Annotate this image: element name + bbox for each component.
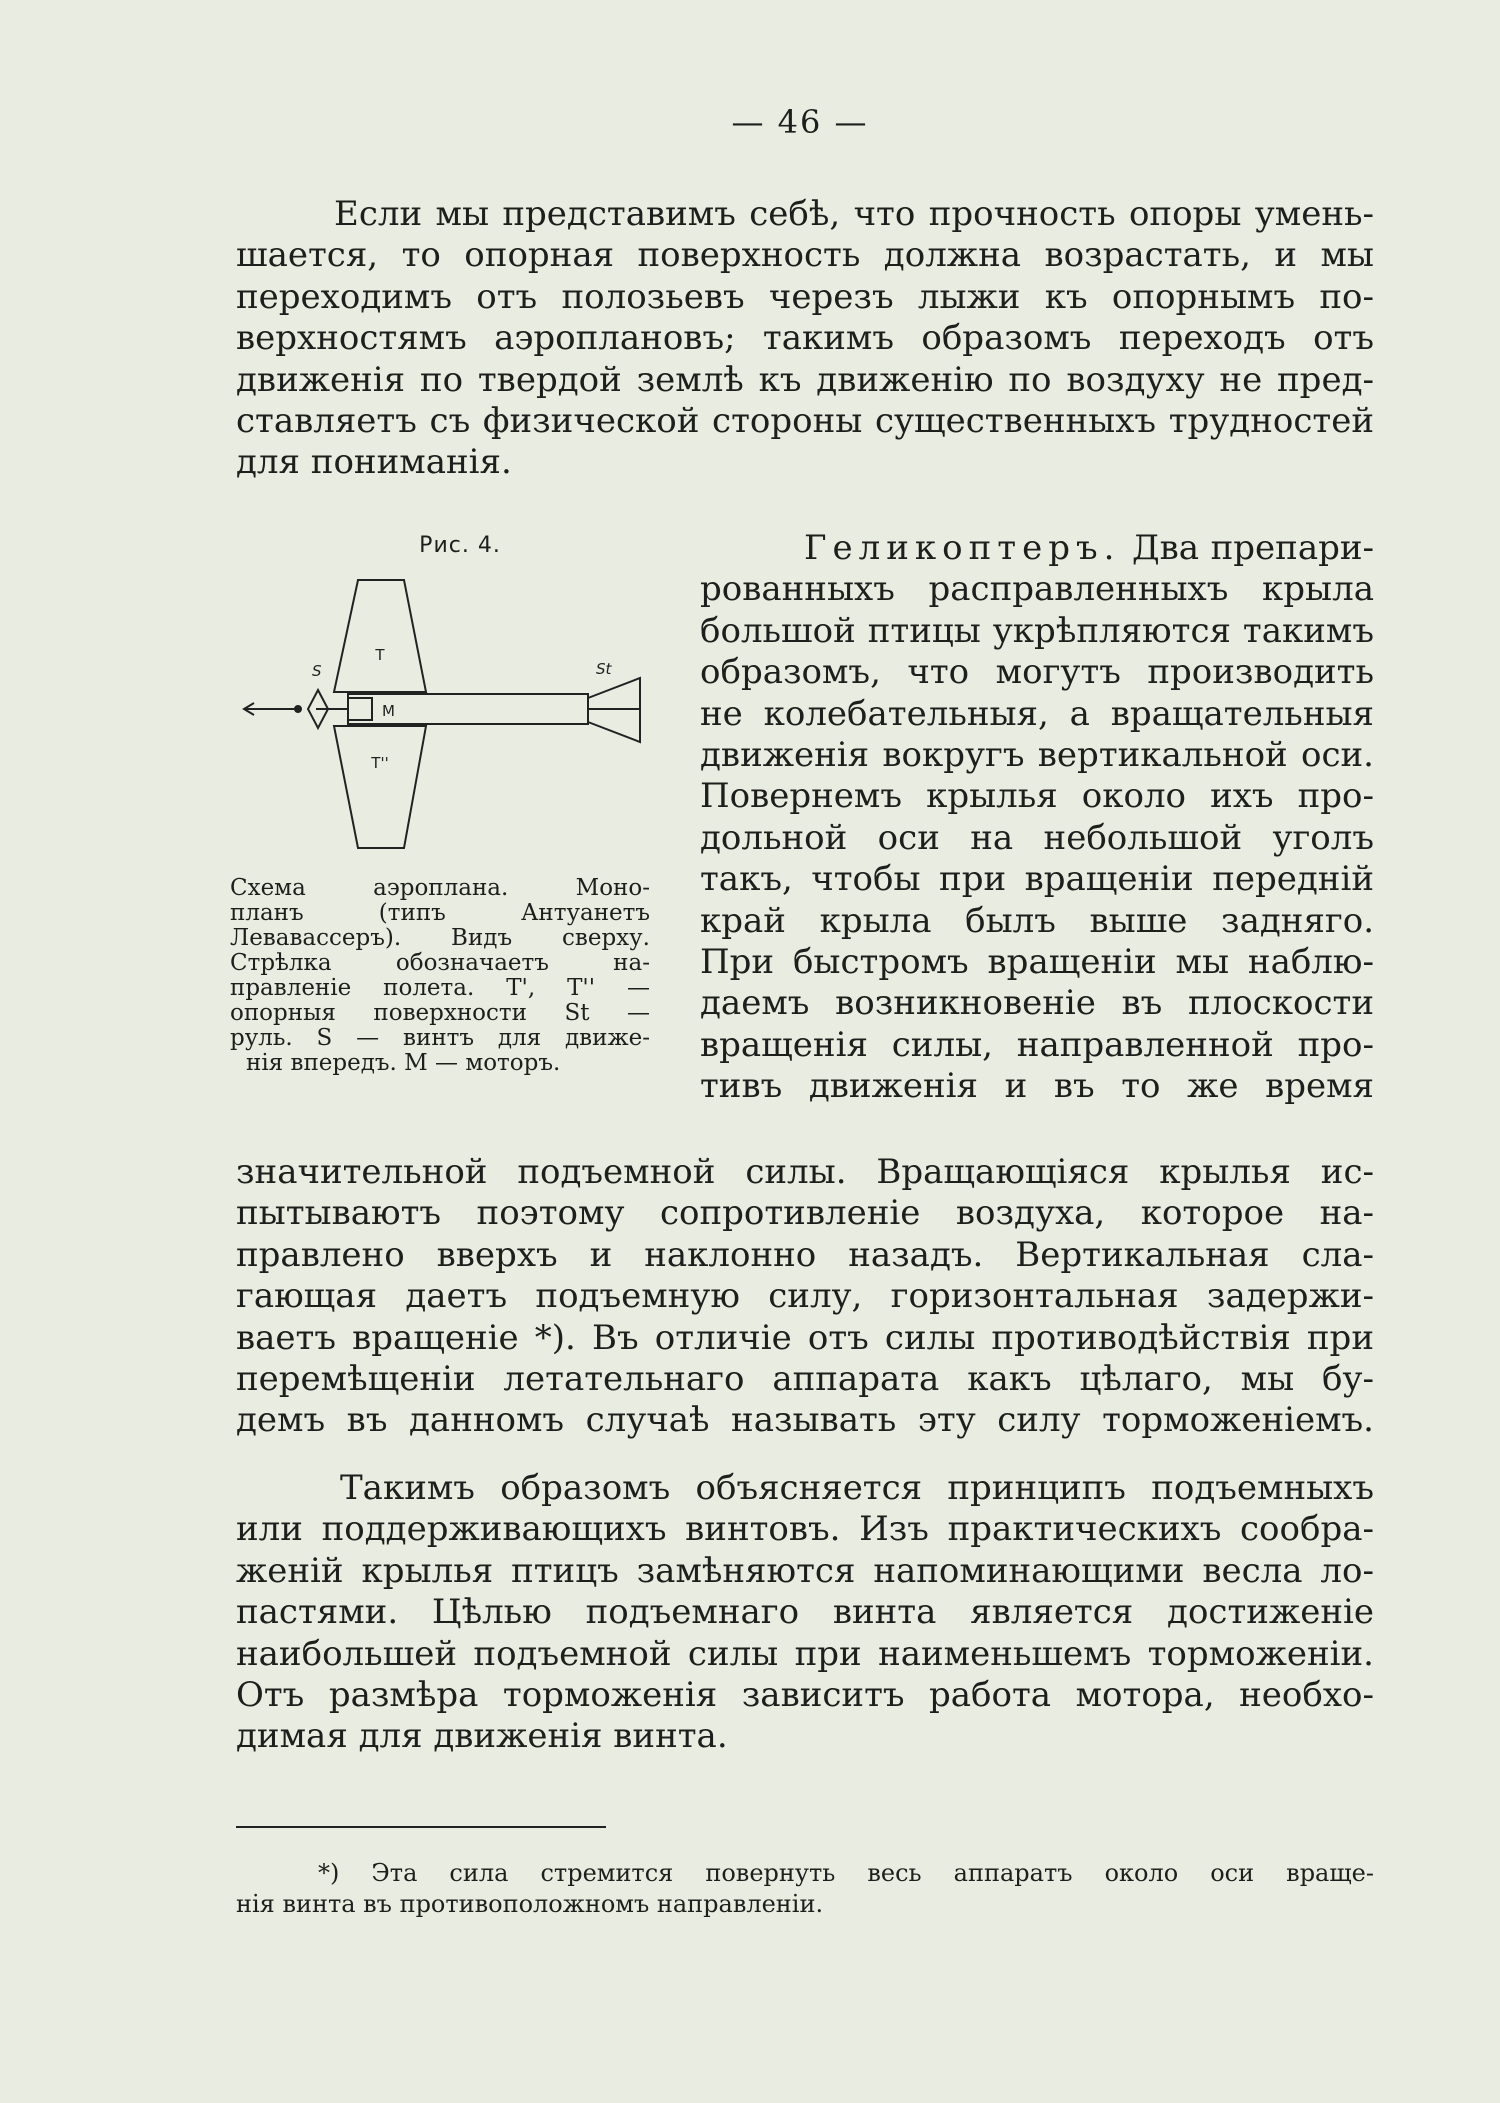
- text-line: Если мы представимъ себѣ, что прочность опоры умень-: [334, 194, 1374, 234]
- wing-mark-upper: T: [375, 646, 385, 664]
- paragraph-1: [236, 194, 1374, 484]
- wing-mark-lower: T'': [371, 754, 389, 772]
- text-line: димая для движенія винта.: [236, 1716, 728, 1757]
- helicopter-term: Геликоптеръ.: [804, 528, 1121, 568]
- motor-box-shape: [348, 698, 372, 720]
- text-line: перемѣщеніи летательнаго аппарата какъ цѣлаго, мы бу-: [236, 1359, 1374, 1400]
- text-line: даемъ возникновеніе въ плоскости: [700, 983, 1374, 1024]
- upper-wing-shape: [334, 580, 426, 692]
- text-line: такъ, чтобы при вращеніи передній: [700, 859, 1374, 900]
- text-line: женій крылья птицъ замѣняются напоминающими весла ло-: [236, 1550, 1374, 1591]
- text-line: не колебательныя, а вращательныя: [700, 693, 1374, 734]
- text-line: образомъ, что могутъ производить: [700, 652, 1374, 693]
- text-line: край крыла былъ выше задняго.: [700, 900, 1374, 941]
- caption-line: правленіе полета. T', T'' —: [230, 975, 650, 1001]
- text-line: наибольшей подъемной силы при наименьшемъ торможеніи.: [236, 1633, 1374, 1674]
- text-line: тивъ движенія и въ то же время: [700, 1066, 1374, 1107]
- text-line: гающая даетъ подъемную силу, горизонтальная задержи-: [236, 1276, 1374, 1317]
- motor-mark: M: [382, 702, 395, 720]
- rudder-mark: St: [596, 660, 612, 678]
- text-line: значительной подъемной силы. Вращающіяся крылья ис-: [236, 1152, 1374, 1192]
- footnote-line: нія винта въ противоположномъ направленіи.: [236, 1890, 824, 1918]
- text-line: ставляетъ съ физической стороны существенныхъ трудностей: [236, 401, 1374, 442]
- text-line: рованныхъ расправленныхъ крыла: [700, 569, 1374, 610]
- text-line: большой птицы укрѣпляются такимъ: [700, 610, 1374, 651]
- footnote-divider: [236, 1826, 606, 1828]
- text-line: При быстромъ вращеніи мы наблю-: [700, 942, 1374, 983]
- text-line: движенія вокругъ вертикальной оси.: [700, 735, 1374, 776]
- text-line: Повернемъ крылья около ихъ про-: [700, 776, 1374, 817]
- monoplane-diagram: [236, 572, 646, 862]
- text-line: пытываютъ поэтому сопротивленіе воздуха, которое на-: [236, 1193, 1374, 1234]
- text-line: движенія по твердой землѣ къ движенію по воздуху не пред-: [236, 359, 1374, 400]
- text-line: шается, то опорная поверхность должна возрастать, и мы: [236, 235, 1374, 276]
- caption-line: планъ (типъ Антуанетъ: [230, 900, 650, 926]
- text-line: верхностямъ аэроплановъ; такимъ образомъ переходъ отъ: [236, 318, 1374, 359]
- caption-line: Схема аэроплана. Моно-: [230, 875, 650, 901]
- text-line: вращенія силы, направленной про-: [700, 1024, 1374, 1065]
- text-line: Такимъ образомъ объясняется принципъ подъемныхъ: [340, 1468, 1374, 1508]
- caption-line: руль. S — винтъ для движе-: [230, 1025, 650, 1051]
- text-line: Отъ размѣра торможенія зависитъ работа мотора, необхо-: [236, 1675, 1374, 1716]
- text-line: ваетъ вращеніе *). Въ отличіе отъ силы противодѣйствія при: [236, 1317, 1374, 1358]
- text-line: для пониманія.: [236, 442, 512, 483]
- text-line: правлено вверхъ и наклонно назадъ. Вертикальная сла-: [236, 1234, 1374, 1275]
- caption-line: Стрѣлка обозначаетъ на-: [230, 950, 650, 976]
- caption-line: Левавассеръ). Видъ сверху.: [230, 925, 650, 951]
- first-line-rest: Два препари-: [1120, 528, 1374, 568]
- footnote: [236, 1858, 1374, 1920]
- text-line: переходимъ отъ полозьевъ черезъ лыжи къ опорнымъ по-: [236, 276, 1374, 317]
- propeller-mark: S: [312, 662, 322, 680]
- text-line: [700, 528, 1374, 569]
- footnote-line: *) Эта сила стремится повернуть весь аппаратъ около оси враще-: [318, 1859, 1374, 1887]
- paragraph-3: [236, 1468, 1374, 1758]
- paragraph-2-wide: [236, 1152, 1374, 1442]
- caption-line: нія впередъ. M — моторъ.: [246, 1050, 561, 1076]
- text-line: дольной оси на небольшой уголъ: [700, 817, 1374, 858]
- text-line: пастями. Цѣлью подъемнаго винта является достиженіе: [236, 1592, 1374, 1633]
- caption-line: опорныя поверхности St —: [230, 1000, 650, 1026]
- paragraph-2-narrow: [700, 528, 1374, 1108]
- figure-label: Рис. 4.: [419, 533, 501, 558]
- page-number: — 46 —: [731, 103, 869, 141]
- lower-wing-shape: [334, 726, 426, 848]
- figure-caption: [230, 876, 650, 1076]
- text-line: или поддерживающихъ винтовъ. Изъ практическихъ сообра-: [236, 1509, 1374, 1550]
- text-line: демъ въ данномъ случаѣ называть эту силу торможеніемъ.: [236, 1400, 1374, 1441]
